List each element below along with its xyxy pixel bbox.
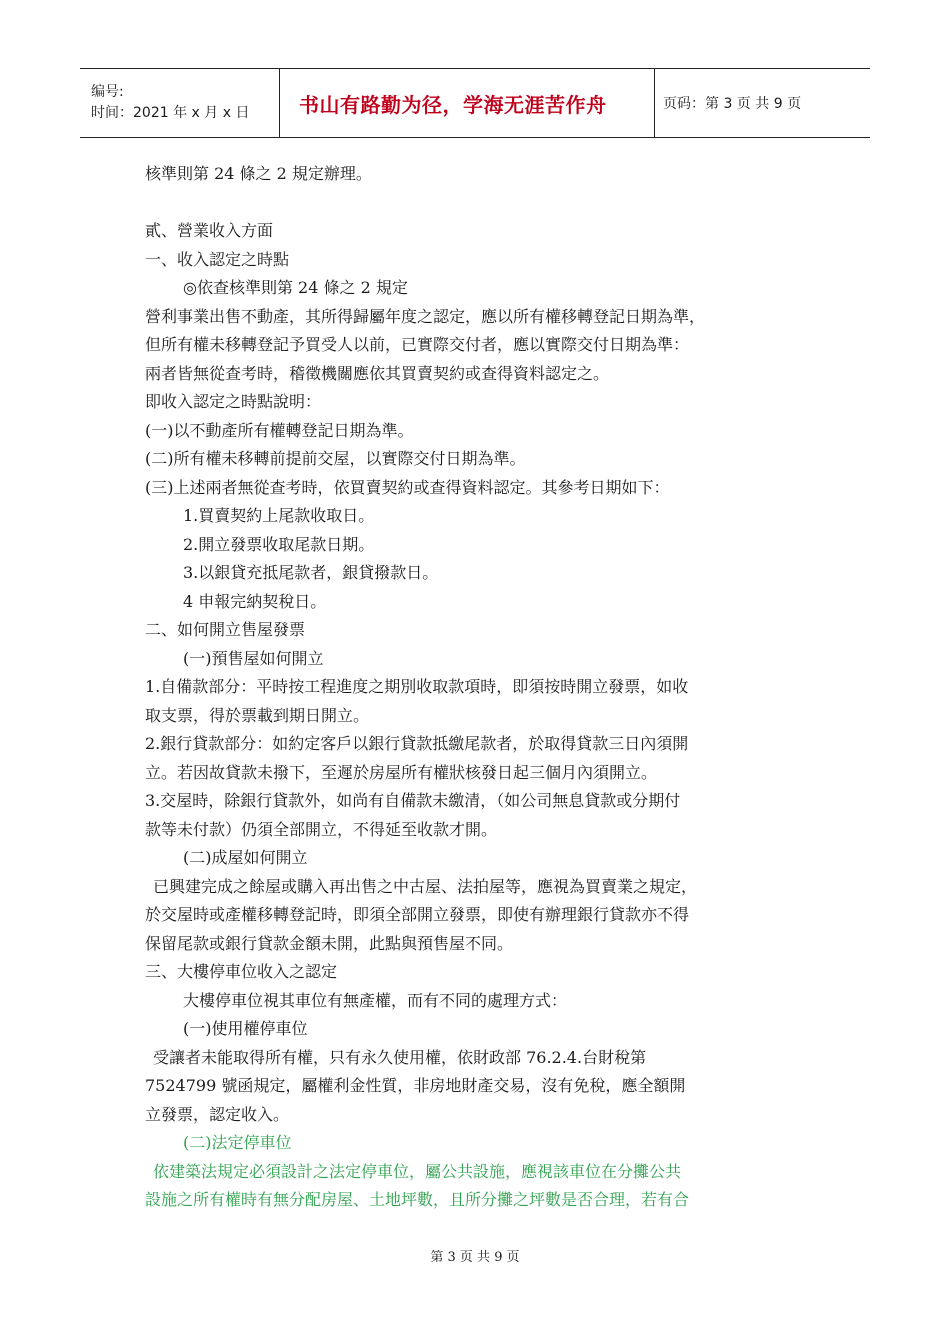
sub-heading: (一)預售屋如何開立	[183, 648, 324, 668]
body-line: 款等未付款）仍須全部開立，不得延至收款才開。	[145, 819, 498, 839]
body-line: 但所有權未移轉登記予買受人以前，已實際交付者，應以實際交付日期為準：	[145, 335, 690, 354]
body-line: 兩者皆無從查考時，稽徵機關應依其買賣契約或查得資料認定之。	[145, 363, 610, 383]
body-line: 設施之所有權時有無分配房屋、土地坪數，且所分攤之坪數是否合理，若有合	[145, 1190, 690, 1209]
body-line: 2.銀行貸款部分：如約定客戶以銀行貸款抵繳尾款者，於取得貸款三日內須開	[145, 734, 689, 753]
header-motto-cell	[280, 69, 655, 137]
blank-line	[145, 189, 815, 218]
motto: 书山有路勤为径，学海无涯苦作舟	[299, 92, 607, 117]
list-item: 1.買賣契約上尾款收取日。	[183, 506, 375, 525]
list-item: 4 申報完納契稅日。	[183, 591, 327, 611]
body-line: 大樓停車位視其車位有無產權，而有不同的處理方式：	[183, 990, 568, 1010]
body-line: 依建築法規定必須設計之法定停車位，屬公共設施，應視該車位在分攤公共	[153, 1161, 682, 1181]
list-item: (二)所有權未移轉前提前交屋，以實際交付日期為準。	[145, 449, 526, 468]
list-item: 2.開立發票收取尾款日期。	[183, 534, 375, 554]
body-line: 3.交屋時，除銀行貸款外，如尚有自備款未繳清，（如公司無息貸款或分期付	[145, 791, 681, 810]
body-line: 取支票，得於票載到期日開立。	[145, 705, 370, 725]
body-line: 即收入認定之時點說明：	[145, 392, 322, 411]
body-line: 受讓者未能取得所有權，只有永久使用權，依財政部 76.2.4.台財稅第	[153, 1047, 647, 1067]
document-body	[145, 160, 815, 1215]
body-line: 立發票，認定收入。	[145, 1104, 290, 1124]
body-line: 立。若因故貸款未撥下，至遲於房屋所有權狀核發日起三個月內須開立。	[145, 762, 658, 782]
body-line: 7524799 號函規定，屬權利金性質，非房地財產交易，沒有免稅，應全額開	[145, 1076, 686, 1095]
body-line: 1.自備款部分：平時按工程進度之期別收取款項時，即須按時開立發票，如收	[145, 677, 689, 696]
sub-heading: (二)成屋如何開立	[183, 848, 308, 867]
body-line: 營利事業出售不動產，其所得歸屬年度之認定，應以所有權移轉登記日期為準，	[145, 306, 706, 326]
body-line: 於交屋時或產權移轉登記時，即須全部開立發票，即使有辦理銀行貸款亦不得	[145, 905, 690, 924]
sub-heading: (一)使用權停車位	[183, 1019, 308, 1038]
header-meta	[80, 69, 280, 137]
body-line: 已興建完成之餘屋或購入再出售之中古屋、法拍屋等，應視為買賣業之規定，	[153, 876, 698, 896]
body-line: 保留尾款或銀行貸款金額未開，此點與預售屋不同。	[145, 933, 514, 953]
page-footer: 第 3 页 共 9 页	[430, 1250, 520, 1265]
body-line: 核準則第 24 條之 2 規定辦理。	[145, 164, 372, 183]
body-line: ◎依查核準則第 24 條之 2 規定	[183, 278, 408, 297]
section-heading: 貳、營業收入方面	[145, 221, 274, 240]
subsection-heading: 二、如何開立售屋發票	[145, 620, 306, 639]
time-label: 时间：2021 年 x 月 x 日	[91, 105, 250, 121]
header-page-cell	[655, 69, 870, 137]
list-item: (三)上述兩者無從查考時，依買賣契約或查得資料認定。其參考日期如下：	[145, 477, 670, 497]
document-header	[80, 68, 870, 138]
subsection-heading: 一、收入認定之時點	[145, 249, 290, 269]
list-item: (一)以不動產所有權轉登記日期為準。	[145, 420, 414, 440]
list-item: 3.以銀貸充抵尾款者，銀貸撥款日。	[183, 563, 439, 582]
page-label: 页码：第 3 页 共 9 页	[663, 96, 802, 112]
sub-heading: (二)法定停車位	[183, 1133, 292, 1152]
subsection-heading: 三、大樓停車位收入之認定	[145, 962, 338, 981]
number-label: 编号:	[91, 84, 124, 100]
